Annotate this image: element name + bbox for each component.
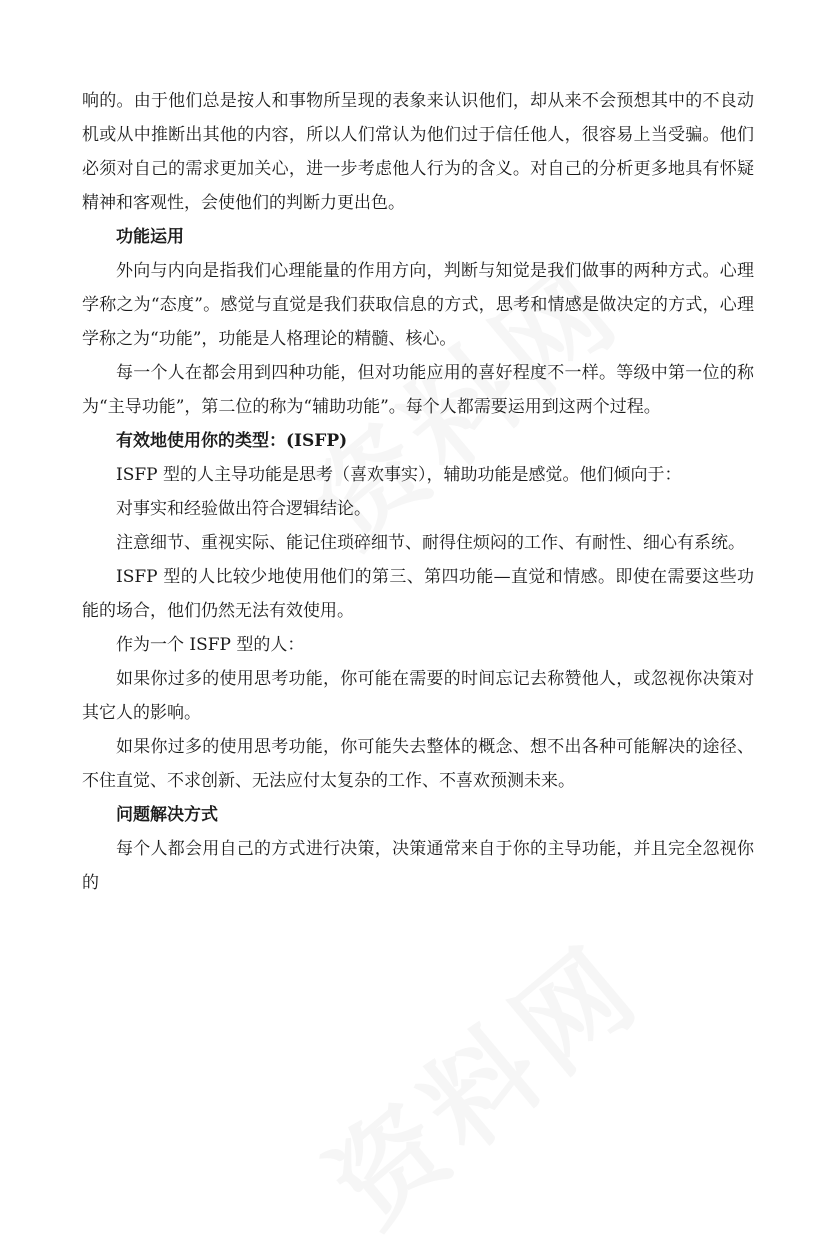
paragraph: ISFP 型的人比较少地使用他们的第三、第四功能—直觉和情感。即使在需要这些功能的场合，他们仍然无法有效使用。 <box>82 567 754 621</box>
paragraph: 每一个人在都会用到四种功能，但对功能应用的喜好程度不一样。等级中第一位的称为“主导功能”，第二位的称为“辅助功能”。每个人都需要运用到这两个过程。 <box>82 363 754 417</box>
paragraph: 对事实和经验做出符合逻辑结论。 <box>116 499 371 519</box>
paragraph: 如果你过多的使用思考功能，你可能在需要的时间忘记去称赞他人，或忽视你决策对其它人的影响。 <box>82 669 754 723</box>
paragraph: 每个人都会用自己的方式进行决策，决策通常来自于你的主导功能，并且完全忽视你的 <box>82 839 754 893</box>
paragraph: 作为一个 ISFP 型的人： <box>116 635 305 655</box>
watermark <box>291 903 668 1255</box>
section-heading-problem-solving: 问题解决方式 <box>116 805 218 825</box>
paragraph: 外向与内向是指我们心理能量的作用方向，判断与知觉是我们做事的两种方式。心理学称之为“态度”。感觉与直觉是我们获取信息的方式，思考和情感是做决定的方式，心理学称之为“功能”，功能是人格理论的精髓、核心。 <box>82 261 754 349</box>
paragraph: 如果你过多的使用思考功能，你可能失去整体的概念、想不出各种可能解决的途径、不住直觉、不求创新、无法应付太复杂的工作、不喜欢预测未来。 <box>82 737 754 791</box>
document-page <box>82 84 754 900</box>
section-heading-effective-use: 有效地使用你的类型：(ISFP) <box>116 431 348 451</box>
paragraph: ISFP 型的人主导功能是思考（喜欢事实），辅助功能是感觉。他们倾向于： <box>116 465 682 485</box>
paragraph: 注意细节、重视实际、能记住琐碎细节、耐得住烦闷的工作、有耐性、细心有系统。 <box>116 533 745 553</box>
paragraph-continued: 响的。由于他们总是按人和事物所呈现的表象来认识他们，却从来不会预想其中的不良动机或从中推断出其他的内容，所以人们常认为他们过于信任他人，很容易上当受骗。他们必须对自己的需求更加关心，进一步考虑他人行为的含义。对自己的分析更多地具有怀疑精神和客观性，会使他们的判断力更出色。 <box>82 91 754 213</box>
section-heading-function-use: 功能运用 <box>116 227 184 247</box>
